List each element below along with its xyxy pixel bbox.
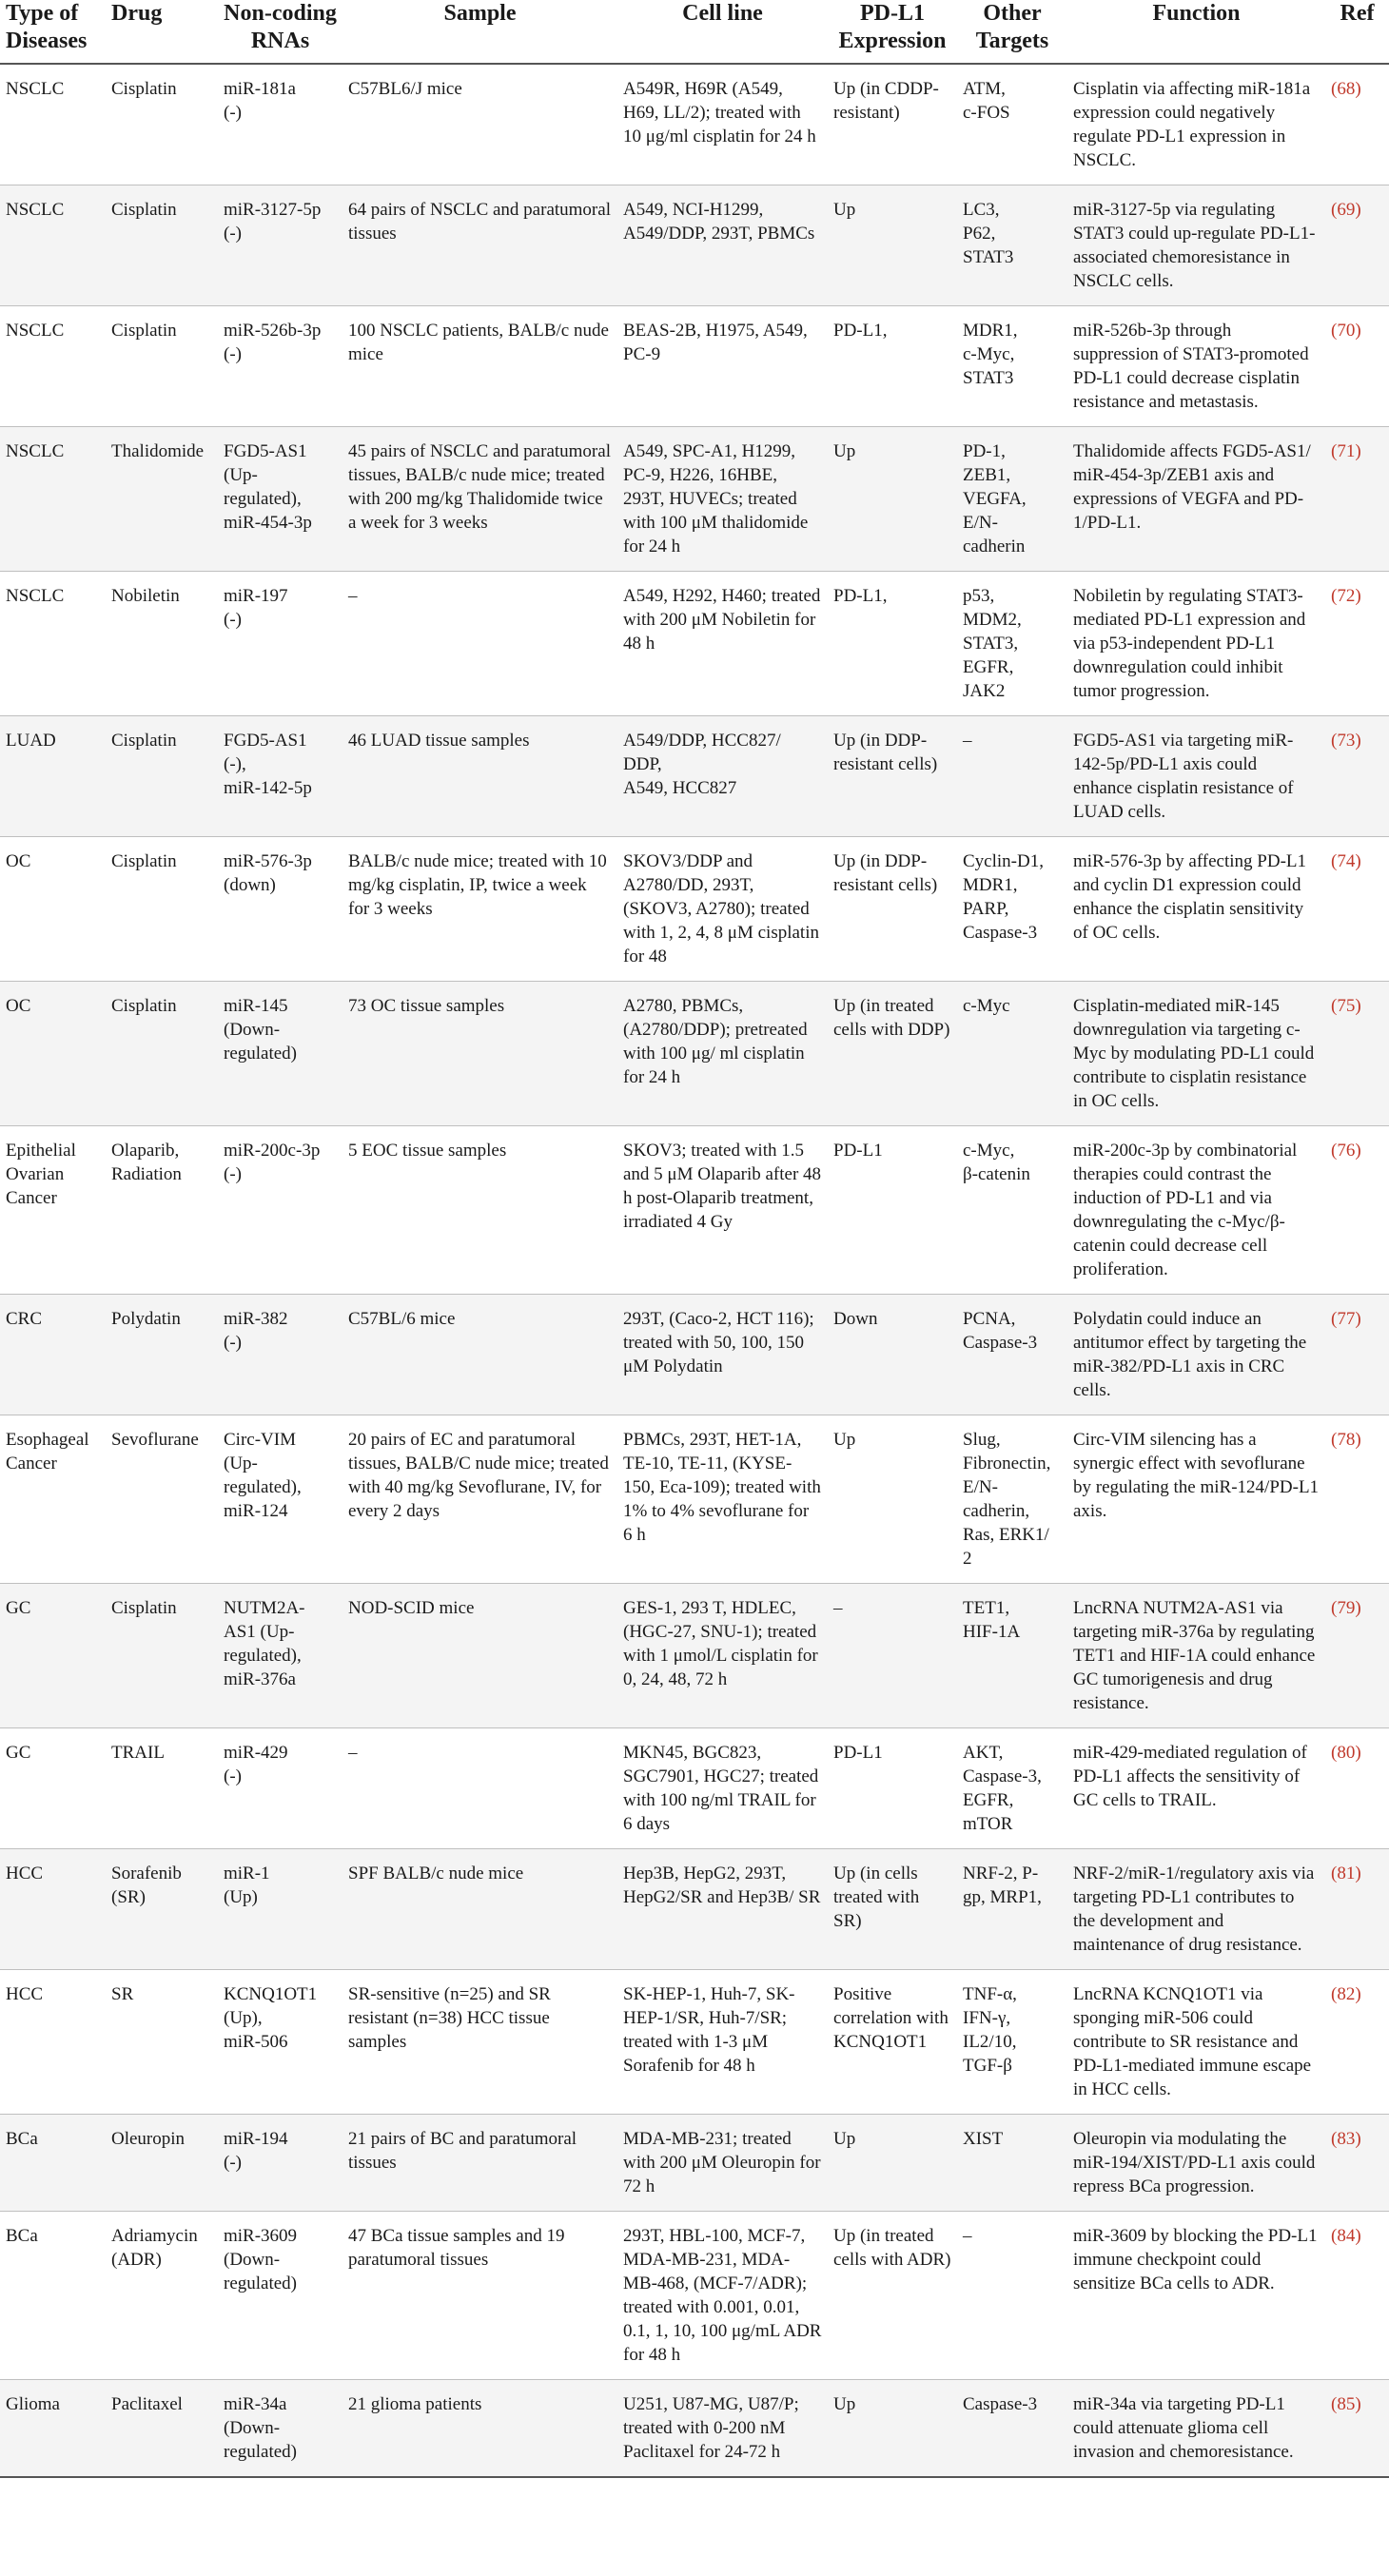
cell-cell-line: SKOV3/DDP and A2780/DD, 293T, (SKOV3, A2780); treated with 1, 2, 4, 8 μM cisplatin for 48 — [617, 837, 828, 982]
cell-drug: Paclitaxel — [106, 2380, 218, 2478]
cell-sample: 5 EOC tissue samples — [342, 1126, 617, 1295]
cell-drug: Olaparib, Radiation — [106, 1126, 218, 1295]
cell-function: Polydatin could induce an antitumor effect by targeting the miR-382/PD-L1 axis in CRC cells. — [1067, 1295, 1325, 1415]
cell-ref[interactable]: (82) — [1325, 1970, 1389, 2115]
cell-drug: Cisplatin — [106, 1584, 218, 1728]
cell-drug: Cisplatin — [106, 716, 218, 837]
cell-function: FGD5-AS1 via targeting miR-142-5p/PD-L1 axis could enhance cisplatin resistance of LUAD cells. — [1067, 716, 1325, 837]
cell-pdl1: Positive correlation with KCNQ1OT1 — [828, 1970, 957, 2115]
cell-other-targets: PD-1, ZEB1, VEGFA, E/N- cadherin — [957, 427, 1067, 572]
cell-pdl1: Up (in treated cells with DDP) — [828, 982, 957, 1126]
cell-ncrna: miR-382 (-) — [218, 1295, 342, 1415]
cell-ref[interactable]: (69) — [1325, 185, 1389, 306]
cell-sample: SR-sensitive (n=25) and SR resistant (n=38) HCC tissue samples — [342, 1970, 617, 2115]
cell-ncrna: KCNQ1OT1 (Up), miR-506 — [218, 1970, 342, 2115]
cell-cell-line: MDA-MB-231; treated with 200 μM Oleuropin for 72 h — [617, 2115, 828, 2212]
cell-cell-line: A549, NCI-H1299, A549/DDP, 293T, PBMCs — [617, 185, 828, 306]
cell-ncrna: FGD5-AS1 (Up- regulated), miR-454-3p — [218, 427, 342, 572]
cell-type: NSCLC — [0, 306, 106, 427]
cell-sample: 46 LUAD tissue samples — [342, 716, 617, 837]
cell-function: miR-576-3p by affecting PD-L1 and cyclin D1 expression could enhance the cisplatin sensitivity of OC cells. — [1067, 837, 1325, 982]
cell-ncrna: miR-34a (Down- regulated) — [218, 2380, 342, 2478]
cell-drug: Sevoflurane — [106, 1415, 218, 1584]
header-type: Type of Diseases — [0, 0, 106, 64]
cell-drug: TRAIL — [106, 1728, 218, 1849]
cell-pdl1: Up — [828, 185, 957, 306]
cell-type: HCC — [0, 1849, 106, 1970]
cell-ncrna: miR-181a (-) — [218, 64, 342, 185]
cell-pdl1: Up (in DDP-resistant cells) — [828, 837, 957, 982]
cell-pdl1: Up — [828, 2380, 957, 2478]
cell-other-targets: AKT, Caspase-3, EGFR, mTOR — [957, 1728, 1067, 1849]
cell-cell-line: A549, SPC-A1, H1299, PC-9, H226, 16HBE, 293T, HUVECs; treated with 100 μM thalidomide for 24 h — [617, 427, 828, 572]
cell-function: miR-200c-3p by combinatorial therapies could contrast the induction of PD-L1 and via downregulating the c-Myc/β-catenin could decrease cell proliferation. — [1067, 1126, 1325, 1295]
cell-cell-line: 293T, HBL-100, MCF-7, MDA-MB-231, MDA-MB-468, (MCF-7/ADR); treated with 0.001, 0.01, 0.1, 1, 10, 100 μg/mL ADR for 48 h — [617, 2212, 828, 2380]
cell-sample: 21 glioma patients — [342, 2380, 617, 2478]
cell-drug: Cisplatin — [106, 64, 218, 185]
table-row — [0, 1415, 1389, 1584]
cell-sample: SPF BALB/c nude mice — [342, 1849, 617, 1970]
table-row — [0, 2380, 1389, 2478]
cell-pdl1: Up (in CDDP-resistant) — [828, 64, 957, 185]
cell-pdl1: PD-L1 — [828, 1728, 957, 1849]
cell-sample: C57BL/6 mice — [342, 1295, 617, 1415]
cell-ncrna: miR-3127-5p (-) — [218, 185, 342, 306]
cell-sample: 64 pairs of NSCLC and paratumoral tissues — [342, 185, 617, 306]
table-row — [0, 1728, 1389, 1849]
cell-ref[interactable]: (84) — [1325, 2212, 1389, 2380]
cell-pdl1: Up (in DDP-resistant cells) — [828, 716, 957, 837]
cell-function: Cisplatin-mediated miR-145 downregulation via targeting c-Myc by modulating PD-L1 could contribute to cisplatin resistance in OC cells. — [1067, 982, 1325, 1126]
table-row — [0, 1295, 1389, 1415]
table-row — [0, 837, 1389, 982]
cell-other-targets: c-Myc — [957, 982, 1067, 1126]
cell-ref[interactable]: (80) — [1325, 1728, 1389, 1849]
cell-cell-line: MKN45, BGC823, SGC7901, HGC27; treated with 100 ng/ml TRAIL for 6 days — [617, 1728, 828, 1849]
cell-cell-line: U251, U87-MG, U87/P; treated with 0-200 nM Paclitaxel for 24-72 h — [617, 2380, 828, 2478]
cell-function: miR-34a via targeting PD-L1 could attenuate glioma cell invasion and chemoresistance. — [1067, 2380, 1325, 2478]
table-row — [0, 306, 1389, 427]
cell-other-targets: MDR1, c-Myc, STAT3 — [957, 306, 1067, 427]
cell-ref[interactable]: (75) — [1325, 982, 1389, 1126]
table-row — [0, 185, 1389, 306]
cell-sample: 45 pairs of NSCLC and paratumoral tissues, BALB/c nude mice; treated with 200 mg/kg Thalidomide twice a week for 3 weeks — [342, 427, 617, 572]
cell-cell-line: SKOV3; treated with 1.5 and 5 μM Olaparib after 48 h post-Olaparib treatment, irradiated 4 Gy — [617, 1126, 828, 1295]
cell-ref[interactable]: (85) — [1325, 2380, 1389, 2478]
table-row — [0, 1849, 1389, 1970]
cell-cell-line: A549/DDP, HCC827/ DDP, A549, HCC827 — [617, 716, 828, 837]
cell-drug: Polydatin — [106, 1295, 218, 1415]
cell-cell-line: BEAS-2B, H1975, A549, PC-9 — [617, 306, 828, 427]
cell-cell-line: A549, H292, H460; treated with 200 μM Nobiletin for 48 h — [617, 572, 828, 716]
cell-ref[interactable]: (81) — [1325, 1849, 1389, 1970]
cell-type: HCC — [0, 1970, 106, 2115]
cell-drug: SR — [106, 1970, 218, 2115]
cell-sample: 21 pairs of BC and paratumoral tissues — [342, 2115, 617, 2212]
cell-drug: Sorafenib (SR) — [106, 1849, 218, 1970]
cell-other-targets: – — [957, 2212, 1067, 2380]
cell-ref[interactable]: (78) — [1325, 1415, 1389, 1584]
cell-drug: Cisplatin — [106, 306, 218, 427]
cell-drug: Nobiletin — [106, 572, 218, 716]
cell-ncrna: miR-194 (-) — [218, 2115, 342, 2212]
cell-ncrna: miR-145 (Down- regulated) — [218, 982, 342, 1126]
cell-other-targets: Cyclin-D1, MDR1, PARP, Caspase-3 — [957, 837, 1067, 982]
cell-ref[interactable]: (71) — [1325, 427, 1389, 572]
table-row — [0, 2212, 1389, 2380]
cell-sample: C57BL6/J mice — [342, 64, 617, 185]
cell-other-targets: – — [957, 716, 1067, 837]
cell-function: miR-526b-3p through suppression of STAT3-promoted PD-L1 could decrease cisplatin resistance and metastasis. — [1067, 306, 1325, 427]
cell-pdl1: Up (in treated cells with ADR) — [828, 2212, 957, 2380]
cell-ref[interactable]: (83) — [1325, 2115, 1389, 2212]
cell-other-targets: ATM, c-FOS — [957, 64, 1067, 185]
cell-ref[interactable]: (74) — [1325, 837, 1389, 982]
cell-drug: Cisplatin — [106, 185, 218, 306]
cell-other-targets: XIST — [957, 2115, 1067, 2212]
cell-other-targets: PCNA, Caspase-3 — [957, 1295, 1067, 1415]
table-row — [0, 1970, 1389, 2115]
cell-ref[interactable]: (76) — [1325, 1126, 1389, 1295]
cell-ncrna: miR-200c-3p (-) — [218, 1126, 342, 1295]
cell-ref[interactable]: (72) — [1325, 572, 1389, 716]
table-row — [0, 716, 1389, 837]
cell-cell-line: GES-1, 293 T, HDLEC, (HGC-27, SNU-1); treated with 1 μmol/L cisplatin for 0, 24, 48, 72 h — [617, 1584, 828, 1728]
cell-type: Esophageal Cancer — [0, 1415, 106, 1584]
table-row — [0, 572, 1389, 716]
cell-other-targets: TET1, HIF-1A — [957, 1584, 1067, 1728]
cell-pdl1: – — [828, 1584, 957, 1728]
cell-ncrna: miR-526b-3p (-) — [218, 306, 342, 427]
cell-drug: Oleuropin — [106, 2115, 218, 2212]
cell-sample: BALB/c nude mice; treated with 10 mg/kg cisplatin, IP, twice a week for 3 weeks — [342, 837, 617, 982]
cell-ref[interactable]: (77) — [1325, 1295, 1389, 1415]
cell-drug: Thalidomide — [106, 427, 218, 572]
cell-sample: 100 NSCLC patients, BALB/c nude mice — [342, 306, 617, 427]
table-row — [0, 2115, 1389, 2212]
header-other-targets: Other Targets — [957, 0, 1067, 64]
cell-function: Oleuropin via modulating the miR-194/XIST/PD-L1 axis could repress BCa progression. — [1067, 2115, 1325, 2212]
cell-function: Circ-VIM silencing has a synergic effect with sevoflurane by regulating the miR-124/PD-L1 axis. — [1067, 1415, 1325, 1584]
header-ncrna: Non-coding RNAs — [218, 0, 342, 64]
cell-cell-line: Hep3B, HepG2, 293T, HepG2/SR and Hep3B/ SR — [617, 1849, 828, 1970]
cell-type: NSCLC — [0, 572, 106, 716]
cell-cell-line: A2780, PBMCs, (A2780/DDP); pretreated with 100 μg/ ml cisplatin for 24 h — [617, 982, 828, 1126]
cell-type: CRC — [0, 1295, 106, 1415]
cell-cell-line: PBMCs, 293T, HET-1A, TE-10, TE-11, (KYSE-150, Eca-109); treated with 1% to 4% sevoflurane for 6 h — [617, 1415, 828, 1584]
cell-ref[interactable]: (79) — [1325, 1584, 1389, 1728]
cell-ncrna: miR-197 (-) — [218, 572, 342, 716]
cell-type: NSCLC — [0, 64, 106, 185]
cell-other-targets: p53, MDM2, STAT3, EGFR, JAK2 — [957, 572, 1067, 716]
cell-pdl1: Down — [828, 1295, 957, 1415]
cell-ncrna: miR-1 (Up) — [218, 1849, 342, 1970]
cell-pdl1: PD-L1, — [828, 306, 957, 427]
cell-ncrna: NUTM2A- AS1 (Up- regulated), miR-376a — [218, 1584, 342, 1728]
cell-cell-line: SK-HEP-1, Huh-7, SK-HEP-1/SR, Huh-7/SR; treated with 1-3 μM Sorafenib for 48 h — [617, 1970, 828, 2115]
cell-ncrna: miR-429 (-) — [218, 1728, 342, 1849]
cell-ref[interactable]: (68) — [1325, 64, 1389, 185]
cell-drug: Adriamycin (ADR) — [106, 2212, 218, 2380]
header-sample: Sample — [342, 0, 617, 64]
cell-ref[interactable]: (70) — [1325, 306, 1389, 427]
cell-other-targets: Slug, Fibronectin, E/N- cadherin, Ras, ERK1/ 2 — [957, 1415, 1067, 1584]
cell-type: NSCLC — [0, 427, 106, 572]
cell-type: Epithelial Ovarian Cancer — [0, 1126, 106, 1295]
table-row — [0, 982, 1389, 1126]
cell-pdl1: PD-L1 — [828, 1126, 957, 1295]
cell-type: Glioma — [0, 2380, 106, 2478]
cell-type: LUAD — [0, 716, 106, 837]
cell-ncrna: FGD5-AS1 (-), miR-142-5p — [218, 716, 342, 837]
header-function: Function — [1067, 0, 1325, 64]
cell-function: miR-429-mediated regulation of PD-L1 affects the sensitivity of GC cells to TRAIL. — [1067, 1728, 1325, 1849]
table-row — [0, 1126, 1389, 1295]
header-row — [0, 0, 1389, 64]
cell-sample: 47 BCa tissue samples and 19 paratumoral tissues — [342, 2212, 617, 2380]
cell-type: GC — [0, 1584, 106, 1728]
cell-sample: – — [342, 572, 617, 716]
cell-ncrna: miR-576-3p (down) — [218, 837, 342, 982]
cell-pdl1: PD-L1, — [828, 572, 957, 716]
cell-function: miR-3609 by blocking the PD-L1 immune checkpoint could sensitize BCa cells to ADR. — [1067, 2212, 1325, 2380]
cell-sample: 20 pairs of EC and paratumoral tissues, BALB/C nude mice; treated with 40 mg/kg Sevoflurane, IV, for every 2 days — [342, 1415, 617, 1584]
cell-ncrna: miR-3609 (Down- regulated) — [218, 2212, 342, 2380]
cell-sample: NOD-SCID mice — [342, 1584, 617, 1728]
cell-pdl1: Up (in cells treated with SR) — [828, 1849, 957, 1970]
cell-function: LncRNA NUTM2A-AS1 via targeting miR-376a by regulating TET1 and HIF-1A could enhance GC tumorigenesis and drug resistance. — [1067, 1584, 1325, 1728]
cell-cell-line: 293T, (Caco-2, HCT 116); treated with 50, 100, 150 μM Polydatin — [617, 1295, 828, 1415]
cell-other-targets: TNF-α, IFN-γ, IL2/10, TGF-β — [957, 1970, 1067, 2115]
table-row — [0, 64, 1389, 185]
cell-other-targets: LC3, P62, STAT3 — [957, 185, 1067, 306]
header-ref: Ref — [1325, 0, 1389, 64]
cell-type: BCa — [0, 2212, 106, 2380]
cell-function: miR-3127-5p via regulating STAT3 could up-regulate PD-L1-associated chemoresistance in NSCLC cells. — [1067, 185, 1325, 306]
cell-pdl1: Up — [828, 2115, 957, 2212]
cell-function: NRF-2/miR-1/regulatory axis via targeting PD-L1 contributes to the development and maintenance of drug resistance. — [1067, 1849, 1325, 1970]
cell-pdl1: Up — [828, 427, 957, 572]
cell-function: Thalidomide affects FGD5-AS1/ miR-454-3p/ZEB1 axis and expressions of VEGFA and PD-1/PD-L1. — [1067, 427, 1325, 572]
table-row — [0, 1584, 1389, 1728]
cell-ncrna: Circ-VIM (Up- regulated), miR-124 — [218, 1415, 342, 1584]
header-cell-line: Cell line — [617, 0, 828, 64]
cell-drug: Cisplatin — [106, 837, 218, 982]
cell-other-targets: c-Myc, β-catenin — [957, 1126, 1067, 1295]
cell-function: LncRNA KCNQ1OT1 via sponging miR-506 could contribute to SR resistance and PD-L1-mediated immune escape in HCC cells. — [1067, 1970, 1325, 2115]
cell-type: OC — [0, 837, 106, 982]
cell-cell-line: A549R, H69R (A549, H69, LL/2); treated with 10 μg/ml cisplatin for 24 h — [617, 64, 828, 185]
cell-type: GC — [0, 1728, 106, 1849]
cell-other-targets: NRF-2, P- gp, MRP1, — [957, 1849, 1067, 1970]
cell-drug: Cisplatin — [106, 982, 218, 1126]
cell-pdl1: Up — [828, 1415, 957, 1584]
cell-sample: – — [342, 1728, 617, 1849]
cell-ref[interactable]: (73) — [1325, 716, 1389, 837]
table-row — [0, 427, 1389, 572]
cell-type: OC — [0, 982, 106, 1126]
cell-type: NSCLC — [0, 185, 106, 306]
header-pdl1: PD-L1 Expression — [828, 0, 957, 64]
cell-type: BCa — [0, 2115, 106, 2212]
cell-sample: 73 OC tissue samples — [342, 982, 617, 1126]
cell-function: Cisplatin via affecting miR-181a expression could negatively regulate PD-L1 expression in NSCLC. — [1067, 64, 1325, 185]
cell-other-targets: Caspase-3 — [957, 2380, 1067, 2478]
cell-function: Nobiletin by regulating STAT3-mediated PD-L1 expression and via p53-independent PD-L1 downregulation could inhibit tumor progression. — [1067, 572, 1325, 716]
header-drug: Drug — [106, 0, 218, 64]
